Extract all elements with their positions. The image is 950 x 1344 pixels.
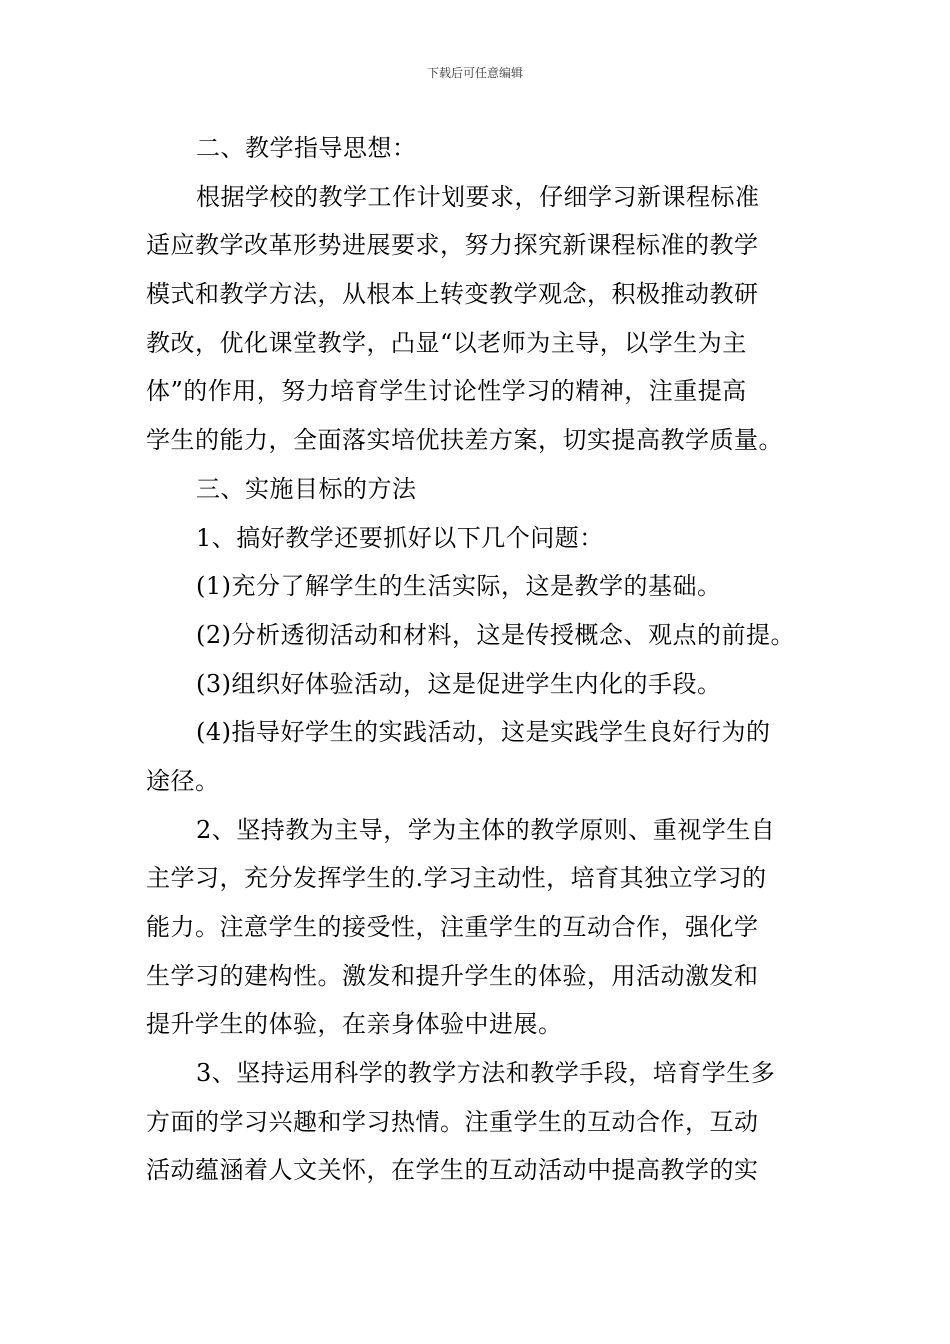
section-heading-methods: 三、实施目标的方法 [196,474,417,503]
paragraph-line: 体”的作用，努力培育学生讨论性学习的精神，注重提高 [146,377,747,406]
sub-list-item: (1)充分了解学生的生活实际，这是教学的基础。 [196,572,722,601]
paragraph-line: 适应教学改革形势进展要求，努力探究新课程标准的教学 [146,231,759,260]
paragraph-line: 模式和教学方法，从根本上转变教学观念，积极推动教研 [146,280,759,309]
page-header: 下载后可任意编辑 [426,66,523,80]
sub-list-item: (2)分析透彻活动和材料，这是传授概念、观点的前提。 [196,620,795,649]
paragraph-line: 教改，优化课堂教学，凸显“以老师为主导，以学生为主 [146,328,747,357]
list-item-heading: 1、搞好教学还要抓好以下几个问题： [196,523,604,552]
paragraph-line: 活动蕴涵着人文关怀，在学生的互动活动中提高教学的实 [146,1156,759,1185]
section-heading-guiding-thought: 二、教学指导思想： [196,134,417,162]
paragraph-line: 生学习的建构性。激发和提升学生的体验，用活动激发和 [146,961,759,990]
paragraph-line: 主学习，充分发挥学生的.学习主动性，培育其独立学习的 [146,864,767,893]
paragraph-line: 学生的能力，全面落实培优扶差方案，切实提高教学质量。 [146,426,783,455]
paragraph-line: 能力。注意学生的接受性，注重学生的互动合作，强化学 [146,913,759,941]
list-item-heading: 2、坚持教为主导，学为主体的教学原则、重视学生自 [196,815,776,844]
sub-list-item: (4)指导好学生的实践活动，这是实践学生良好行为的 [196,718,771,747]
paragraph-line: 方面的学习兴趣和学习热情。注重学生的互动合作，互动 [146,1107,759,1136]
paragraph-line: 途径。 [146,766,220,795]
list-item-heading: 3、坚持运用科学的教学方法和教学手段，培育学生多 [196,1059,776,1088]
paragraph-line: 根据学校的教学工作计划要求，仔细学习新课程标准 [196,182,760,211]
sub-list-item: (3)组织好体验活动，这是促进学生内化的手段。 [196,669,722,698]
document-body [146,124,811,1195]
paragraph-line: 提升学生的体验，在亲身体验中进展。 [146,1010,563,1039]
